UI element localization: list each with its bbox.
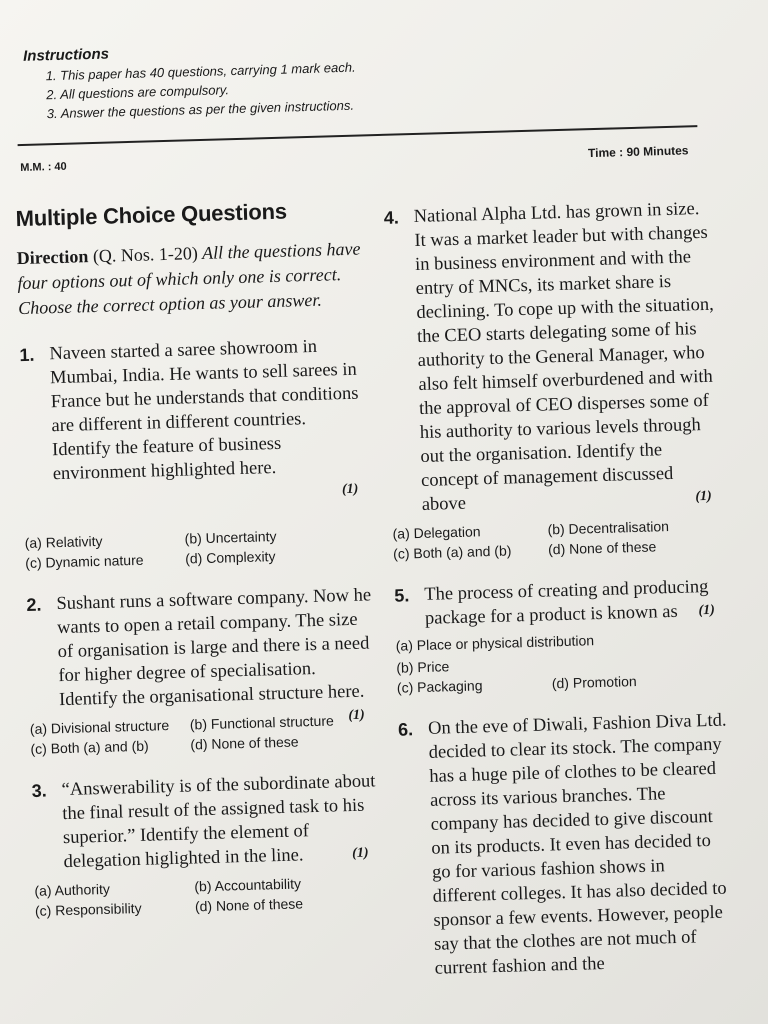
question-text: On the eve of Diwali, Fashion Diva Ltd. decided to clear its stock. The company has a huge pile of clothes to be cleared across its various branches. The company has decided to give discount on its products. It even has decided to go for various fashion shows in different colleges. It has also decided to sponsor a few events. However, people say that the clothes are not much of current fashion and the	[427, 710, 727, 979]
option-c: (c) Responsibility	[34, 899, 142, 919]
option-c: (c) Dynamic nature	[25, 551, 144, 572]
question-marks: (1)	[695, 488, 712, 505]
question-text: Naveen started a saree showroom in Mumbai, India. He wants to sell sarees in France but he understands that conditions are different in different countries. Identify the feature of business environment highlighted here.	[49, 336, 359, 485]
option-b: (b) Accountability	[194, 875, 302, 895]
question-marks: (1)	[351, 845, 369, 862]
option-a: (a) Divisional structure	[29, 717, 170, 737]
direction-body: All the questions have four options out of which only one is correct. Choose the correct option as your answer.	[17, 238, 361, 319]
instructions-block	[23, 39, 357, 122]
header-divider	[18, 125, 698, 146]
question-4-options	[392, 517, 723, 562]
option-b: (b) Uncertainty	[184, 528, 277, 547]
question-text: The process of creating and producing package for a product is known as	[424, 576, 709, 629]
question-number: 2.	[26, 594, 42, 616]
instruction-item: 1. This paper has 40 questions, carrying 1 mark each.	[45, 59, 356, 84]
question-marks: (1)	[348, 707, 365, 724]
instruction-item: 3. Answer the questions as per the given instructions.	[46, 97, 355, 122]
question-6	[398, 708, 735, 981]
option-d: (d) None of these	[190, 733, 299, 753]
option-b: (b) Price	[396, 658, 450, 676]
question-marks: (1)	[341, 481, 359, 498]
question-number: 5.	[394, 585, 410, 606]
question-text: National Alpha Ltd. has grown in size. It was a market leader but with changes in business environment and with the entry of MNCs, its market share is declining. To cope up with the situation, the CEO starts delegating some of his authority to the General Manager, who also felt himself overburdened and with the approval of CEO disperses some of his authority to various levels through out the organisation. Identify the concept of management discussed above	[413, 199, 715, 515]
question-marks: (1)	[698, 602, 716, 619]
instructions-title: Instructions	[22, 45, 110, 65]
question-1-options	[25, 525, 371, 571]
question-text: Sushant runs a software company. Now he wants to open a retail company. The size of organisation is large and there is a need for higher degree of specialisation. Identify the organisational structure here.	[56, 585, 372, 711]
option-d: (d) None of these	[194, 895, 304, 915]
direction-label: Direction	[16, 246, 89, 269]
question-number: 6.	[397, 719, 414, 740]
right-column	[383, 187, 735, 982]
max-marks: M.M. : 40	[20, 160, 67, 175]
question-4	[383, 197, 722, 518]
option-c: (c) Both (a) and (b)	[392, 542, 512, 562]
option-b: (b) Functional structure	[189, 712, 334, 733]
section-title: Multiple Choice Questions	[15, 198, 288, 232]
question-2-options	[30, 712, 350, 757]
direction-numbers: (Q. Nos. 1-20)	[92, 243, 199, 267]
question-1	[19, 333, 369, 511]
question-number: 3.	[31, 780, 47, 801]
question-number: 1.	[19, 344, 35, 366]
option-d: (d) None of these	[547, 538, 657, 558]
direction-text	[16, 237, 363, 322]
option-a: (a) Relativity	[24, 532, 103, 552]
option-a: (a) Place or physical distribution	[395, 632, 595, 654]
question-number: 4.	[383, 207, 400, 228]
question-3	[31, 769, 379, 875]
question-5	[394, 575, 725, 632]
option-b: (b) Decentralisation	[547, 518, 670, 538]
time-allowed: Time : 90 Minutes	[587, 143, 689, 161]
question-text: “Answerability is of the subordinate about the final result of the assigned task to his superior.” Identify the element of delegation higlighted in the line.	[61, 771, 376, 873]
option-c: (c) Both (a) and (b)	[30, 737, 149, 757]
option-a: (a) Authority	[34, 880, 111, 899]
question-3-options	[34, 873, 380, 919]
option-d: (d) Complexity	[184, 548, 276, 567]
option-d: (d) Promotion	[551, 673, 637, 692]
option-a: (a) Delegation	[392, 523, 481, 542]
option-c: (c) Packaging	[396, 677, 483, 696]
instruction-item: 2. All questions are compulsory.	[46, 82, 230, 103]
left-column	[15, 197, 380, 919]
